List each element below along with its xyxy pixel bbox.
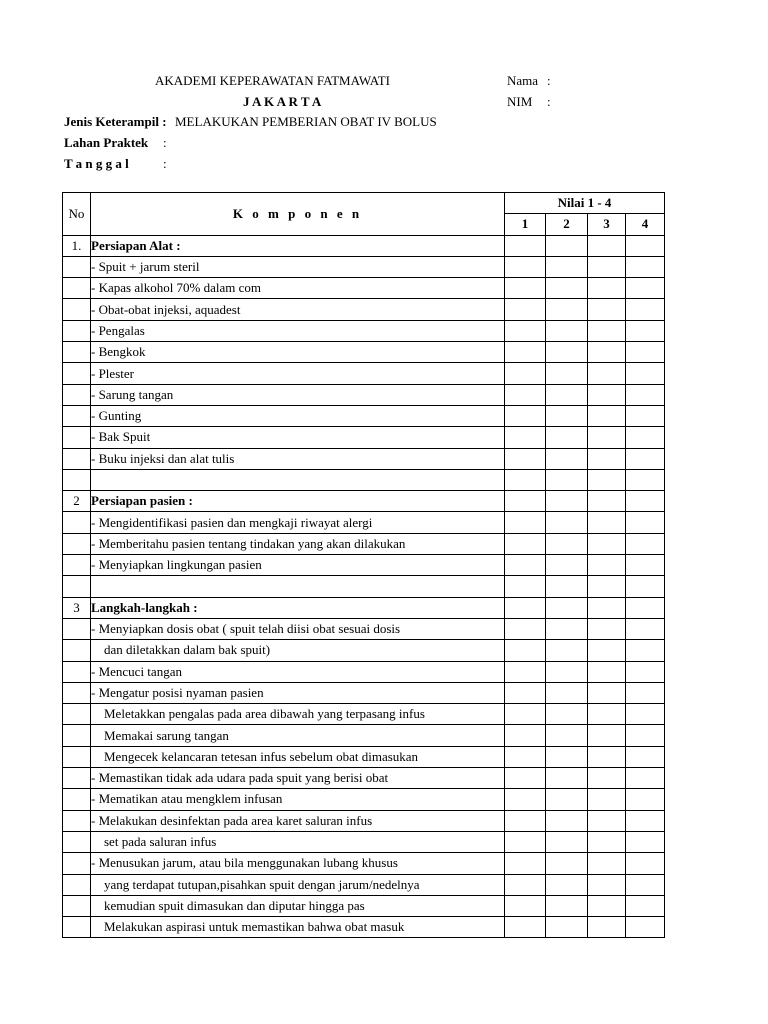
score-cell-4[interactable] — [626, 363, 665, 384]
score-cell-3[interactable] — [588, 278, 626, 299]
table-row — [63, 917, 665, 938]
row-number — [63, 746, 91, 767]
row-number — [63, 342, 91, 363]
col-no-header: No — [63, 193, 91, 236]
score-cell-2[interactable] — [546, 278, 588, 299]
score-cell-1[interactable] — [505, 384, 546, 405]
score-cell-1[interactable] — [505, 320, 546, 341]
table-row — [63, 256, 665, 277]
score-cell-3[interactable] — [588, 363, 626, 384]
component-text: - Plester — [91, 363, 505, 384]
score-cell-3[interactable] — [588, 618, 626, 639]
score-cell-1[interactable] — [505, 299, 546, 320]
score-cell-3[interactable] — [588, 299, 626, 320]
score-cell-3[interactable] — [588, 810, 626, 831]
score-cell-3[interactable] — [588, 533, 626, 554]
score-cell-1[interactable] — [505, 448, 546, 469]
score-cell-4[interactable] — [626, 555, 665, 576]
component-text: set pada saluran infus — [91, 831, 505, 852]
score-cell-1[interactable] — [505, 363, 546, 384]
score-cell-2[interactable] — [546, 725, 588, 746]
score-cell-2[interactable] — [546, 917, 588, 938]
score-cell-4[interactable] — [626, 278, 665, 299]
component-text: - Gunting — [91, 405, 505, 426]
row-number — [63, 895, 91, 916]
component-text: dan diletakkan dalam bak spuit) — [91, 640, 505, 661]
row-number — [63, 831, 91, 852]
score-cell-1[interactable] — [505, 746, 546, 767]
lahan-praktek-label: Lahan Praktek — [64, 135, 149, 150]
table-row — [63, 405, 665, 426]
score-cell-3[interactable] — [588, 853, 626, 874]
score-cell-3[interactable] — [588, 661, 626, 682]
lahan-praktek-colon: : — [163, 135, 167, 150]
component-text: - Bak Spuit — [91, 427, 505, 448]
score-cell-2[interactable] — [546, 342, 588, 363]
row-number — [63, 405, 91, 426]
row-number — [63, 512, 91, 533]
assessment-table — [62, 192, 665, 938]
score-cell-1[interactable] — [505, 661, 546, 682]
table-row — [63, 789, 665, 810]
component-text: - Mengidentifikasi pasien dan mengkaji riwayat alergi — [91, 512, 505, 533]
score-cell-1[interactable] — [505, 597, 546, 618]
row-number — [63, 640, 91, 661]
score-cell-3[interactable] — [588, 597, 626, 618]
score-cell-2[interactable] — [546, 768, 588, 789]
score-cell-1[interactable] — [505, 618, 546, 639]
institution-name: AKADEMI KEPERAWATAN FATMAWATI — [155, 73, 390, 88]
jenis-keterampil-value: MELAKUKAN PEMBERIAN OBAT IV BOLUS — [175, 114, 437, 129]
row-number: 3 — [63, 597, 91, 618]
score-cell-4[interactable] — [626, 640, 665, 661]
component-text: - Mengatur posisi nyaman pasien — [91, 682, 505, 703]
row-number — [63, 448, 91, 469]
score-cell-3[interactable] — [588, 640, 626, 661]
score-cell-2[interactable] — [546, 874, 588, 895]
row-number — [63, 469, 91, 490]
score-cell-3[interactable] — [588, 491, 626, 512]
nim-label: NIM — [507, 94, 533, 109]
score-cell-2[interactable] — [546, 405, 588, 426]
component-text: Persiapan Alat : — [91, 235, 505, 256]
table-row — [63, 533, 665, 554]
score-1-header: 1 — [505, 214, 546, 235]
score-cell-4[interactable] — [626, 576, 665, 597]
score-cell-3[interactable] — [588, 427, 626, 448]
score-cell-3[interactable] — [588, 342, 626, 363]
score-cell-3[interactable] — [588, 682, 626, 703]
row-number — [63, 576, 91, 597]
score-cell-2[interactable] — [546, 682, 588, 703]
score-cell-4[interactable] — [626, 895, 665, 916]
score-cell-2[interactable] — [546, 789, 588, 810]
table-row — [63, 853, 665, 874]
row-number — [63, 661, 91, 682]
component-text: - Menusukan jarum, atau bila menggunakan lubang khusus — [91, 853, 505, 874]
score-cell-2[interactable] — [546, 363, 588, 384]
score-cell-4[interactable] — [626, 235, 665, 256]
table-row — [63, 768, 665, 789]
score-cell-3[interactable] — [588, 448, 626, 469]
score-cell-4[interactable] — [626, 405, 665, 426]
score-cell-3[interactable] — [588, 789, 626, 810]
table-row — [63, 491, 665, 512]
score-cell-1[interactable] — [505, 256, 546, 277]
table-row — [63, 555, 665, 576]
score-cell-1[interactable] — [505, 512, 546, 533]
score-cell-4[interactable] — [626, 469, 665, 490]
score-cell-2[interactable] — [546, 235, 588, 256]
row-number — [63, 427, 91, 448]
score-cell-4[interactable] — [626, 597, 665, 618]
score-cell-1[interactable] — [505, 278, 546, 299]
table-row — [63, 810, 665, 831]
score-cell-3[interactable] — [588, 768, 626, 789]
score-cell-2[interactable] — [546, 555, 588, 576]
row-number — [63, 768, 91, 789]
table-row — [63, 831, 665, 852]
row-number — [63, 320, 91, 341]
nama-label: Nama — [507, 73, 539, 88]
component-text: - Kapas alkohol 70% dalam com — [91, 278, 505, 299]
score-cell-3[interactable] — [588, 512, 626, 533]
score-cell-1[interactable] — [505, 682, 546, 703]
score-cell-4[interactable] — [626, 448, 665, 469]
table-body — [63, 235, 665, 938]
component-text: Mengecek kelancaran tetesan infus sebelum obat dimasukan — [91, 746, 505, 767]
score-cell-1[interactable] — [505, 342, 546, 363]
col-komponen-header: K o m p o n e n — [91, 193, 505, 236]
row-number — [63, 725, 91, 746]
component-text: Memakai sarung tangan — [91, 725, 505, 746]
row-number — [63, 384, 91, 405]
row-number — [63, 533, 91, 554]
score-cell-4[interactable] — [626, 789, 665, 810]
row-number — [63, 256, 91, 277]
score-cell-2[interactable] — [546, 640, 588, 661]
score-cell-2[interactable] — [546, 427, 588, 448]
score-cell-1[interactable] — [505, 533, 546, 554]
nim-colon: : — [547, 94, 551, 109]
table-row — [63, 704, 665, 725]
table-row — [63, 427, 665, 448]
table-row — [63, 597, 665, 618]
score-3-header: 3 — [588, 214, 626, 235]
jenis-keterampil-label: Jenis Keterampil : — [64, 114, 167, 129]
table-row — [63, 448, 665, 469]
component-text: Persiapan pasien : — [91, 491, 505, 512]
score-cell-3[interactable] — [588, 576, 626, 597]
score-cell-3[interactable] — [588, 405, 626, 426]
table-row — [63, 235, 665, 256]
table-row — [63, 682, 665, 703]
row-number — [63, 874, 91, 895]
row-number — [63, 853, 91, 874]
component-text: - Menyiapkan lingkungan pasien — [91, 555, 505, 576]
row-number — [63, 789, 91, 810]
table-row — [63, 746, 665, 767]
table-row — [63, 640, 665, 661]
component-text: - Mematikan atau mengklem infusan — [91, 789, 505, 810]
component-text: kemudian spuit dimasukan dan diputar hingga pas — [91, 895, 505, 916]
score-cell-2[interactable] — [546, 576, 588, 597]
component-text: - Obat-obat injeksi, aquadest — [91, 299, 505, 320]
component-text: - Sarung tangan — [91, 384, 505, 405]
score-cell-1[interactable] — [505, 895, 546, 916]
row-number — [63, 917, 91, 938]
score-cell-2[interactable] — [546, 384, 588, 405]
score-cell-1[interactable] — [505, 405, 546, 426]
score-cell-3[interactable] — [588, 320, 626, 341]
score-cell-2[interactable] — [546, 853, 588, 874]
component-text: - Menyiapkan dosis obat ( spuit telah diisi obat sesuai dosis — [91, 618, 505, 639]
city-name: J A K A R T A — [243, 94, 322, 109]
table-row — [63, 342, 665, 363]
score-cell-4[interactable] — [626, 917, 665, 938]
score-cell-2[interactable] — [546, 533, 588, 554]
table-row — [63, 725, 665, 746]
score-cell-2[interactable] — [546, 320, 588, 341]
score-cell-2[interactable] — [546, 618, 588, 639]
component-text: Melakukan aspirasi untuk memastikan bahwa obat masuk — [91, 917, 505, 938]
score-4-header: 4 — [626, 214, 665, 235]
table-row — [63, 320, 665, 341]
score-cell-1[interactable] — [505, 555, 546, 576]
score-cell-3[interactable] — [588, 917, 626, 938]
score-cell-2[interactable] — [546, 746, 588, 767]
score-cell-4[interactable] — [626, 384, 665, 405]
score-cell-4[interactable] — [626, 874, 665, 895]
table-row — [63, 278, 665, 299]
component-text: - Buku injeksi dan alat tulis — [91, 448, 505, 469]
score-cell-1[interactable] — [505, 810, 546, 831]
score-cell-4[interactable] — [626, 768, 665, 789]
score-cell-1[interactable] — [505, 917, 546, 938]
row-number — [63, 810, 91, 831]
score-cell-3[interactable] — [588, 235, 626, 256]
table-row — [63, 618, 665, 639]
component-text: Langkah-langkah : — [91, 597, 505, 618]
component-text: - Pengalas — [91, 320, 505, 341]
tanggal-colon: : — [163, 156, 167, 171]
score-cell-2[interactable] — [546, 256, 588, 277]
component-text: - Memastikan tidak ada udara pada spuit yang berisi obat — [91, 768, 505, 789]
table-row — [63, 363, 665, 384]
score-cell-4[interactable] — [626, 320, 665, 341]
row-number: 2 — [63, 491, 91, 512]
score-cell-1[interactable] — [505, 427, 546, 448]
component-text: yang terdapat tutupan,pisahkan spuit dengan jarum/nedelnya — [91, 874, 505, 895]
score-cell-4[interactable] — [626, 704, 665, 725]
nama-colon: : — [547, 73, 551, 88]
score-cell-1[interactable] — [505, 853, 546, 874]
score-cell-4[interactable] — [626, 299, 665, 320]
score-cell-1[interactable] — [505, 789, 546, 810]
component-text: Meletakkan pengalas pada area dibawah yang terpasang infus — [91, 704, 505, 725]
table-row — [63, 299, 665, 320]
tanggal-label: T a n g g a l — [64, 156, 129, 171]
component-text: - Spuit + jarum steril — [91, 256, 505, 277]
score-cell-2[interactable] — [546, 448, 588, 469]
score-cell-3[interactable] — [588, 256, 626, 277]
component-text — [91, 576, 505, 597]
score-cell-4[interactable] — [626, 342, 665, 363]
score-cell-2[interactable] — [546, 469, 588, 490]
score-cell-3[interactable] — [588, 874, 626, 895]
score-cell-3[interactable] — [588, 555, 626, 576]
component-text — [91, 469, 505, 490]
table-row — [63, 512, 665, 533]
score-cell-1[interactable] — [505, 469, 546, 490]
score-cell-3[interactable] — [588, 704, 626, 725]
score-cell-1[interactable] — [505, 704, 546, 725]
score-cell-4[interactable] — [626, 831, 665, 852]
score-cell-3[interactable] — [588, 384, 626, 405]
score-cell-1[interactable] — [505, 576, 546, 597]
score-cell-4[interactable] — [626, 810, 665, 831]
component-text: - Mencuci tangan — [91, 661, 505, 682]
row-number — [63, 704, 91, 725]
score-cell-1[interactable] — [505, 725, 546, 746]
table-row — [63, 895, 665, 916]
row-number: 1. — [63, 235, 91, 256]
table-row — [63, 576, 665, 597]
score-cell-4[interactable] — [626, 491, 665, 512]
score-cell-4[interactable] — [626, 682, 665, 703]
score-cell-3[interactable] — [588, 746, 626, 767]
score-cell-3[interactable] — [588, 469, 626, 490]
score-cell-1[interactable] — [505, 491, 546, 512]
score-cell-1[interactable] — [505, 768, 546, 789]
score-cell-2[interactable] — [546, 895, 588, 916]
score-cell-1[interactable] — [505, 874, 546, 895]
score-cell-1[interactable] — [505, 640, 546, 661]
col-nilai-header: Nilai 1 - 4 — [505, 193, 665, 214]
score-cell-3[interactable] — [588, 831, 626, 852]
component-text: - Bengkok — [91, 342, 505, 363]
component-text: - Memberitahu pasien tentang tindakan yang akan dilakukan — [91, 533, 505, 554]
score-cell-2[interactable] — [546, 597, 588, 618]
row-number — [63, 363, 91, 384]
score-cell-2[interactable] — [546, 831, 588, 852]
score-cell-3[interactable] — [588, 725, 626, 746]
score-cell-2[interactable] — [546, 299, 588, 320]
score-cell-4[interactable] — [626, 512, 665, 533]
score-cell-4[interactable] — [626, 725, 665, 746]
score-cell-1[interactable] — [505, 831, 546, 852]
score-cell-1[interactable] — [505, 235, 546, 256]
table-row — [63, 469, 665, 490]
row-number — [63, 278, 91, 299]
score-cell-4[interactable] — [626, 853, 665, 874]
score-cell-4[interactable] — [626, 661, 665, 682]
score-cell-4[interactable] — [626, 746, 665, 767]
table-row — [63, 874, 665, 895]
row-number — [63, 618, 91, 639]
score-cell-2[interactable] — [546, 704, 588, 725]
table-row — [63, 661, 665, 682]
row-number — [63, 299, 91, 320]
table-row — [63, 384, 665, 405]
score-cell-4[interactable] — [626, 256, 665, 277]
score-cell-4[interactable] — [626, 533, 665, 554]
score-2-header: 2 — [546, 214, 588, 235]
component-text: - Melakukan desinfektan pada area karet saluran infus — [91, 810, 505, 831]
row-number — [63, 682, 91, 703]
score-cell-2[interactable] — [546, 491, 588, 512]
score-cell-4[interactable] — [626, 618, 665, 639]
row-number — [63, 555, 91, 576]
score-cell-4[interactable] — [626, 427, 665, 448]
score-cell-2[interactable] — [546, 512, 588, 533]
score-cell-3[interactable] — [588, 895, 626, 916]
score-cell-2[interactable] — [546, 810, 588, 831]
score-cell-2[interactable] — [546, 661, 588, 682]
